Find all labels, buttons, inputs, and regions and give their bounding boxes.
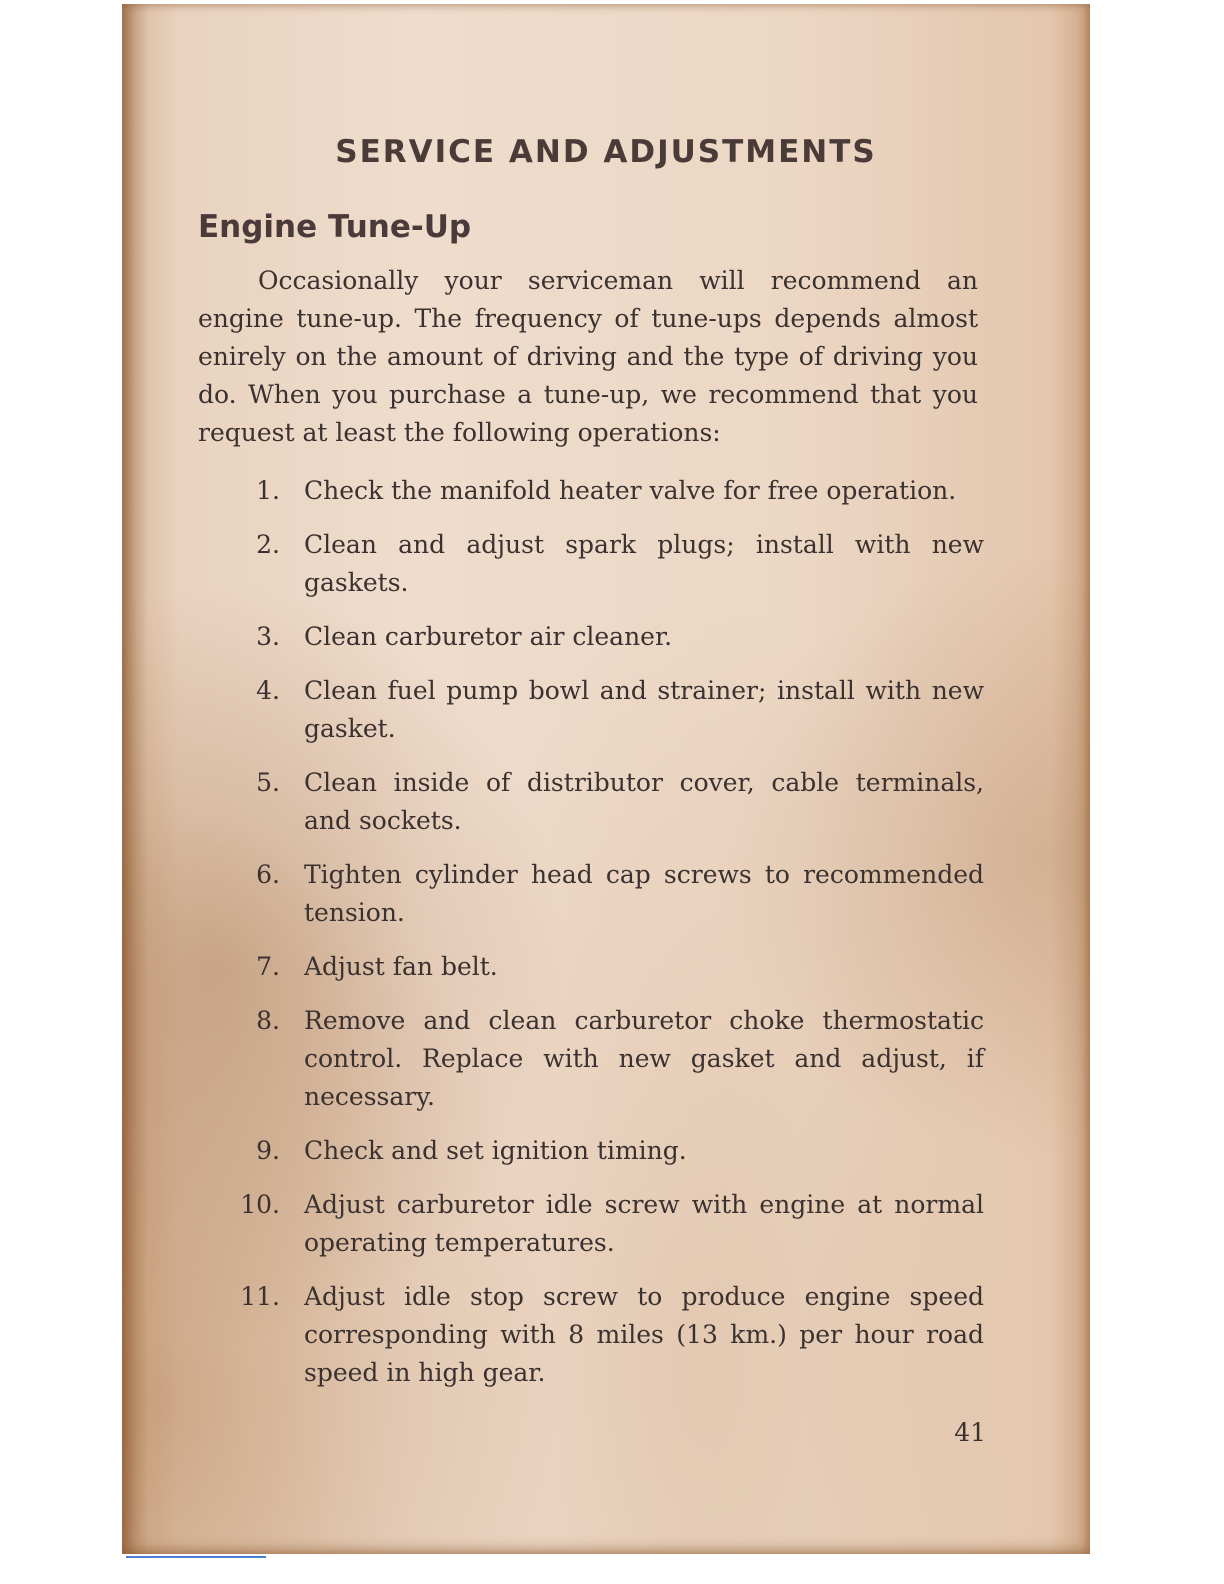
list-item [232,948,984,986]
page-stain [122,4,148,1554]
step-text: Adjust fan belt. [304,952,498,981]
step-number: 3. [256,622,280,651]
step-text: Remove and clean carburetor choke thermostatic control. Replace with new gasket and adjust, if necessary. [304,1006,984,1111]
step-text: Clean inside of distributor cover, cable terminals, and sockets. [304,768,984,835]
page-number: 41 [954,1418,986,1447]
step-number: 9. [256,1136,280,1165]
list-item [232,1186,984,1262]
step-number: 1. [256,476,280,505]
list-item [232,672,984,748]
list-item [232,472,984,510]
step-number: 7. [256,952,280,981]
step-text: Adjust idle stop screw to produce engine speed corresponding with 8 miles (13 km.) per hour road speed in high gear. [304,1282,984,1387]
step-number: 4. [256,676,280,705]
list-item [232,1132,984,1170]
step-number: 11. [240,1282,280,1311]
step-number: 10. [240,1190,280,1219]
chapter-heading: SERVICE AND ADJUSTMENTS [335,134,877,170]
step-text: Clean fuel pump bowl and strainer; install with new gasket. [304,676,984,743]
step-number: 8. [256,1006,280,1035]
list-item [232,1278,984,1392]
scan-edge-line [126,1556,266,1558]
step-number: 5. [256,768,280,797]
tune-up-steps-list [232,472,984,1408]
intro-paragraph: Occasionally your serviceman will recommend an engine tune-up. The frequency of tune-ups depends almost enirely on the amount of driving and the type of driving you do. When you purchase a tune-up, we recommend that you request at least the following operations: [198,266,978,447]
step-text: Check the manifold heater valve for free operation. [304,476,957,505]
step-text: Adjust carburetor idle screw with engine at normal operating temperatures. [304,1190,984,1257]
step-text: Clean carburetor air cleaner. [304,622,673,651]
list-item [232,618,984,656]
list-item [232,856,984,932]
list-item [232,764,984,840]
list-item [232,1002,984,1116]
step-number: 2. [256,530,280,559]
list-item [232,526,984,602]
section-title: Engine Tune-Up [198,209,472,245]
manual-page [122,4,1090,1554]
step-text: Clean and adjust spark plugs; install with new gaskets. [304,530,984,597]
step-number: 6. [256,860,280,889]
step-text: Check and set ignition timing. [304,1136,687,1165]
step-text: Tighten cylinder head cap screws to recommended tension. [304,860,984,927]
